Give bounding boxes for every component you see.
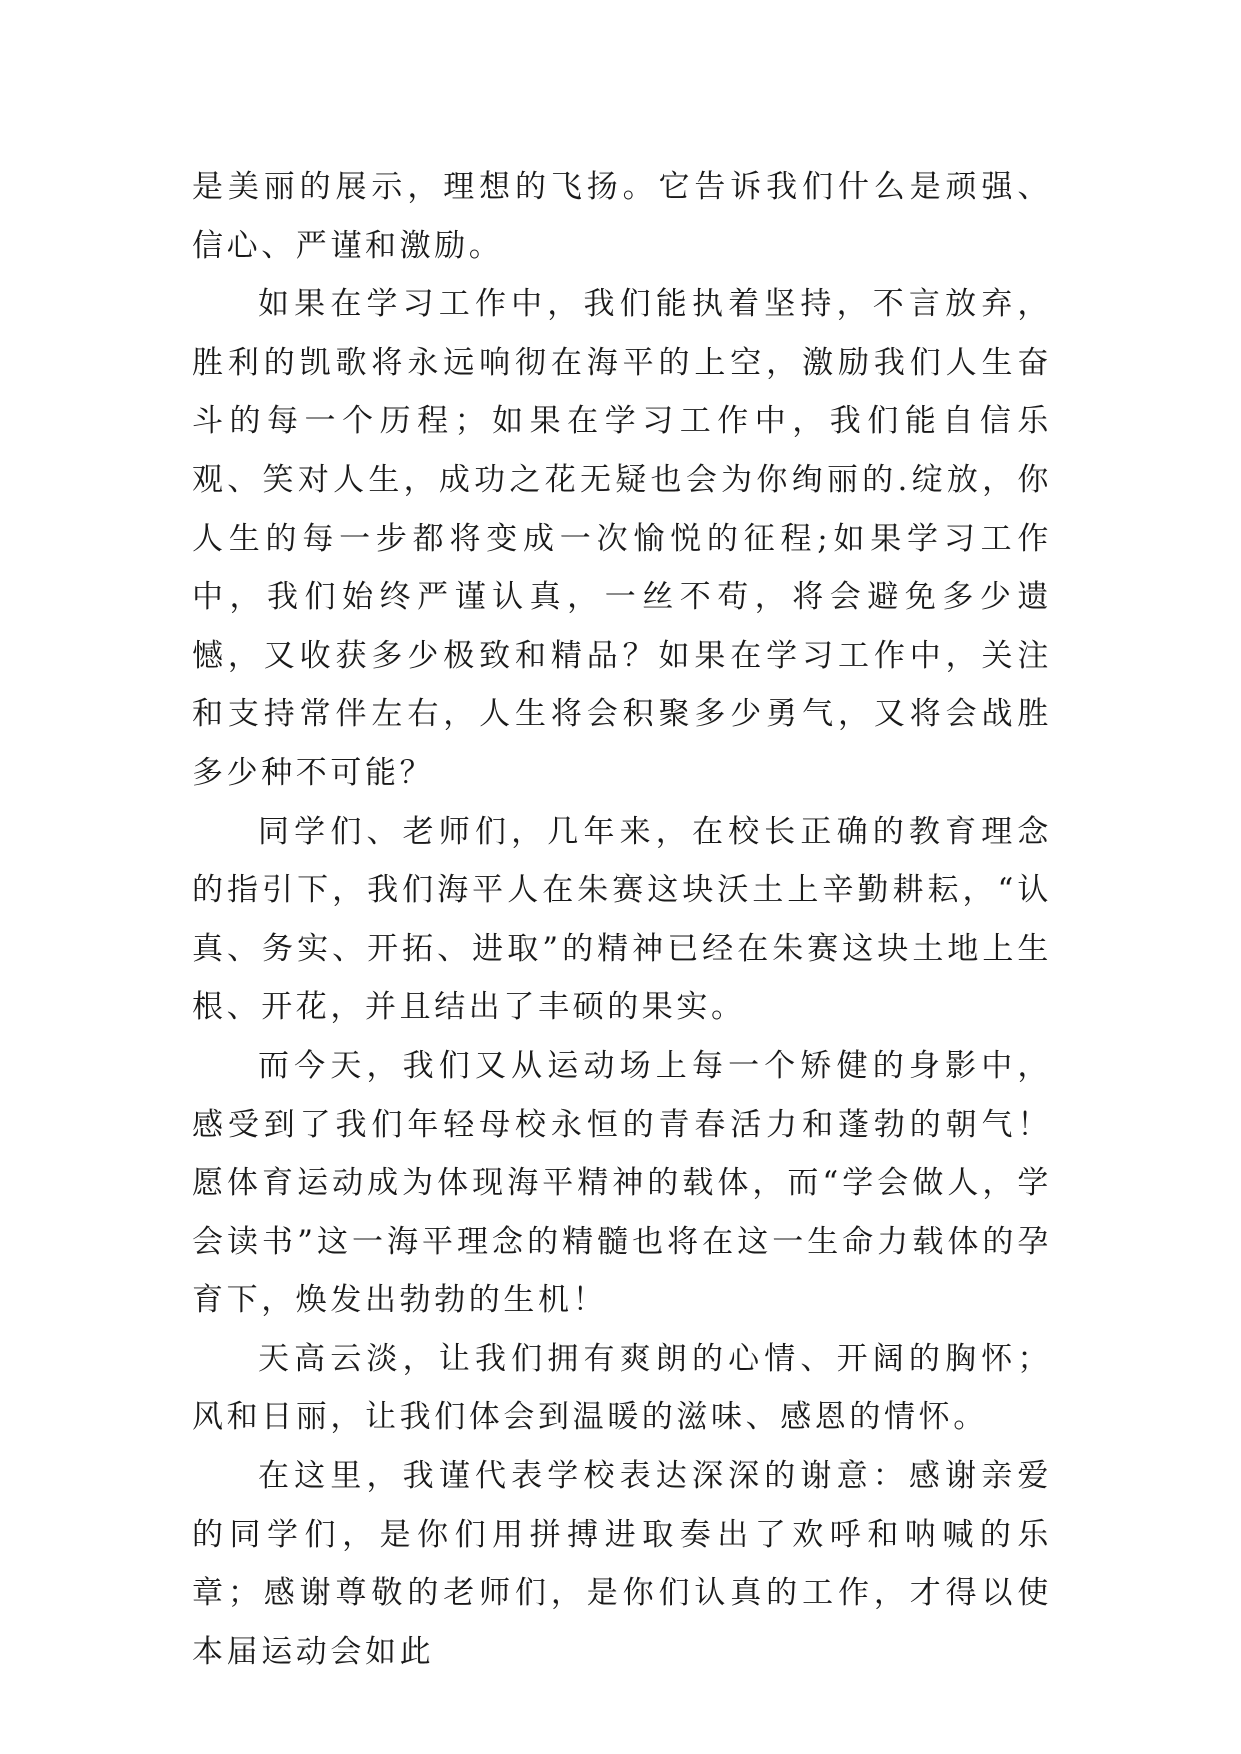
paragraph-6: 在这里，我谨代表学校表达深深的谢意：感谢亲爱的同学们，是你们用拼搏进取奏出了欢呼和呐喊的乐章；感谢尊敬的老师们，是你们认真的工作，才得以使本届运动会如此 bbox=[192, 1458, 1052, 1670]
body-text bbox=[192, 158, 1052, 1681]
paragraph-4: 而今天，我们又从运动场上每一个矫健的身影中，感受到了我们年轻母校永恒的青春活力和蓬勃的朝气！愿体育运动成为体现海平精神的载体，而“学会做人，学会读书”这一海平理念的精髓也将在这一生命力载体的孕育下，焕发出勃勃的生机！ bbox=[192, 1047, 1052, 1319]
paragraph-2: 如果在学习工作中，我们能执着坚持，不言放弃，胜利的凯歌将永远响彻在海平的上空，激励我们人生奋斗的每一个历程；如果在学习工作中，我们能自信乐观、笑对人生，成功之花无疑也会为你绚丽的.绽放，你人生的每一步都将变成一次愉悦的征程;如果学习工作中，我们始终严谨认真，一丝不苟，将会避免多少遗憾，又收获多少极致和精品？如果在学习工作中，关注和支持常伴左右，人生将会积聚多少勇气，又将会战胜多少种不可能？ bbox=[192, 286, 1052, 791]
paragraph-3: 同学们、老师们，几年来，在校长正确的教育理念的指引下，我们海平人在朱赛这块沃土上辛勤耕耘，“认真、务实、开拓、进取”的精神已经在朱赛这块土地上生根、开花，并且结出了丰硕的果实。 bbox=[192, 813, 1052, 1026]
paragraph-5: 天高云淡，让我们拥有爽朗的心情、开阔的胸怀；风和日丽，让我们体会到温暖的滋味、感恩的情怀。 bbox=[192, 1340, 1052, 1436]
paragraph-1: 是美丽的展示，理想的飞扬。它告诉我们什么是顽强、信心、严谨和激励。 bbox=[192, 169, 1052, 264]
